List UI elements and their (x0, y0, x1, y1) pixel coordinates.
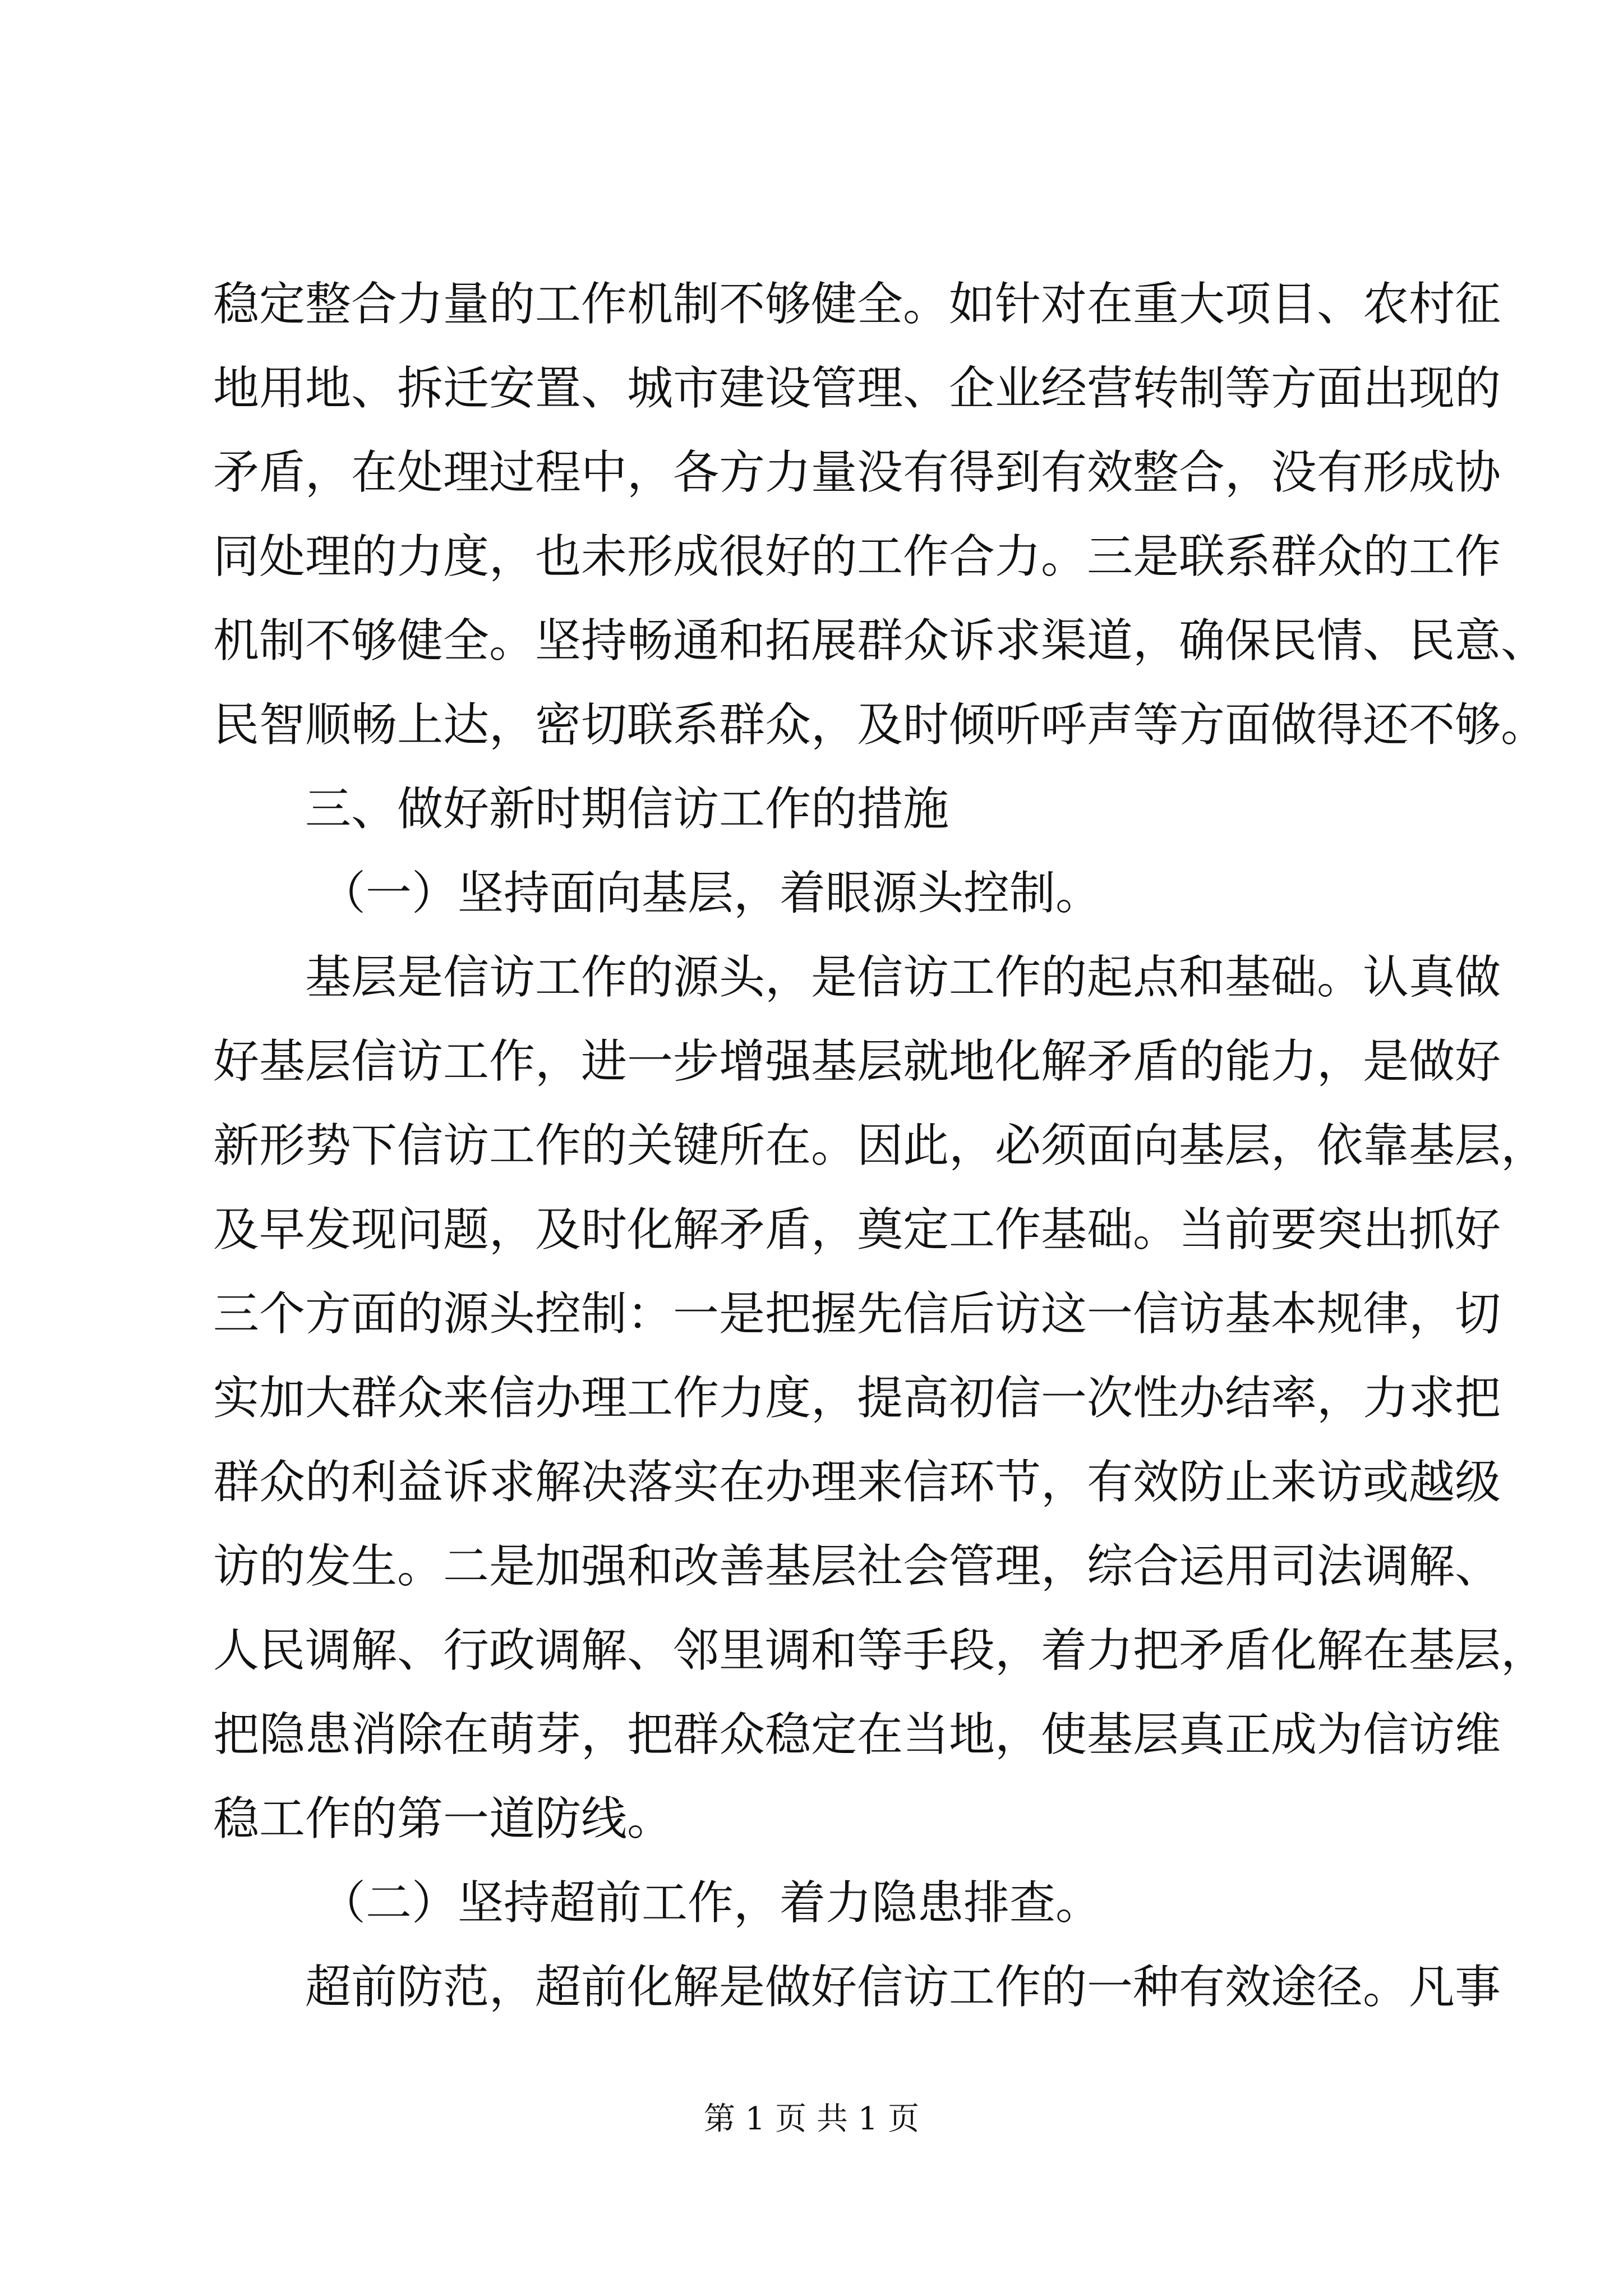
text-line: 稳定整合力量的工作机制不够健全。如针对在重大项目、农村征 (213, 278, 1501, 331)
text-line: 把隐患消除在萌芽，把群众稳定在当地，使基层真正成为信访维 (213, 1708, 1501, 1761)
text-line: 地用地、拆迁安置、城市建设管理、企业经营转制等方面出现的 (213, 362, 1501, 415)
text-line: 好基层信访工作，进一步增强基层就地化解矛盾的能力，是做好 (213, 1035, 1501, 1088)
text-line: 实加大群众来信办理工作力度，提高初信一次性办结率，力求把 (213, 1372, 1501, 1425)
text-line: 超前防范，超前化解是做好信访工作的一种有效途径。凡事 (305, 1961, 1501, 2014)
text-line: 新形势下信访工作的关键所在。因此，必须面向基层，依靠基层， (213, 1119, 1547, 1172)
document-body (213, 263, 1547, 2030)
text-line: 民智顺畅上达，密切联系群众，及时倾听呼声等方面做得还不够。 (213, 698, 1547, 752)
text-line: 群众的利益诉求解决落实在办理来信环节，有效防止来访或越级 (213, 1456, 1501, 1509)
text-line: 访的发生。二是加强和改善基层社会管理，综合运用司法调解、 (213, 1540, 1501, 1593)
text-line: 人民调解、行政调解、邻里调和等手段，着力把矛盾化解在基层， (213, 1624, 1547, 1677)
subsection-heading: （一）坚持面向基层，着眼源头控制。 (320, 867, 1102, 920)
page-number: 第 1 页 共 1 页 (703, 2101, 920, 2137)
text-line: 同处理的力度，也未形成很好的工作合力。三是联系群众的工作 (213, 530, 1501, 583)
text-line: 机制不够健全。坚持畅通和拓展群众诉求渠道，确保民情、民意、 (213, 614, 1547, 668)
text-line: 基层是信访工作的源头，是信访工作的起点和基础。认真做 (305, 951, 1501, 1004)
text-line: 三个方面的源头控制：一是把握先信后访这一信访基本规律，切 (213, 1287, 1501, 1341)
section-heading: 三、做好新时期信访工作的措施 (305, 783, 949, 836)
text-line: 矛盾，在处理过程中，各方力量没有得到有效整合，没有形成协 (213, 446, 1501, 499)
text-line: 及早发现问题，及时化解矛盾，奠定工作基础。当前要突出抓好 (213, 1203, 1501, 1257)
text-line: 稳工作的第一道防线。 (213, 1792, 674, 1846)
subsection-heading: （二）坚持超前工作，着力隐患排查。 (320, 1876, 1102, 1930)
